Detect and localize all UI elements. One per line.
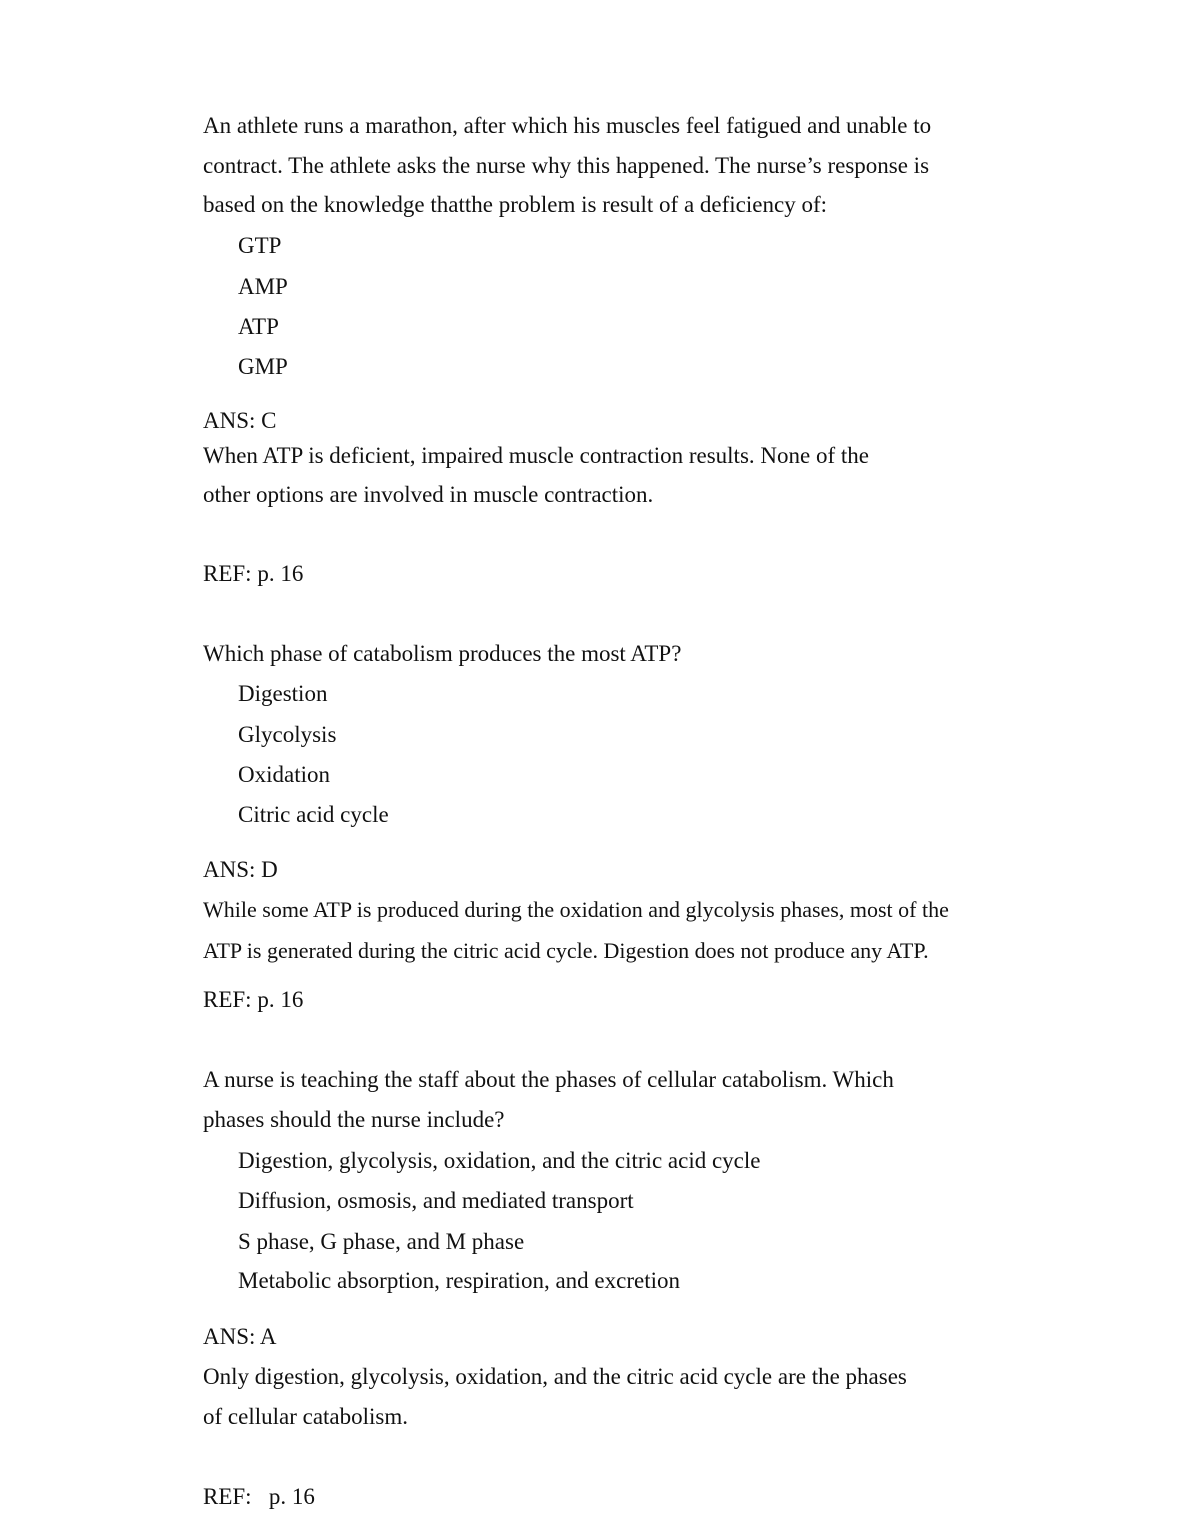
answer-option: AMP xyxy=(238,274,288,299)
answer-option: Glycolysis xyxy=(238,722,337,747)
answer-option: Digestion xyxy=(238,681,328,706)
question-stem-line: A nurse is teaching the staff about the phases of cellular catabolism. Which xyxy=(203,1067,894,1092)
answer-key: ANS: C xyxy=(203,408,277,433)
question-stem-line: phases should the nurse include? xyxy=(203,1107,505,1132)
answer-option: Oxidation xyxy=(238,762,330,787)
question-stem-line: Which phase of catabolism produces the most ATP? xyxy=(203,641,682,666)
rationale-line: Only digestion, glycolysis, oxidation, and the citric acid cycle are the phases xyxy=(203,1364,907,1389)
reference: REF: p. 16 xyxy=(203,1484,315,1509)
answer-key: ANS: D xyxy=(203,857,278,882)
question-stem-line: contract. The athlete asks the nurse why this happened. The nurse’s response is xyxy=(203,153,930,178)
reference: REF: p. 16 xyxy=(203,987,304,1012)
answer-option: GTP xyxy=(238,233,282,258)
question-stem-line: based on the knowledge thatthe problem is result of a deficiency of: xyxy=(203,192,827,217)
rationale-line: other options are involved in muscle contraction. xyxy=(203,482,654,507)
answer-option: Citric acid cycle xyxy=(238,802,389,827)
rationale-line: While some ATP is produced during the oxidation and glycolysis phases, most of the xyxy=(203,897,949,922)
question-stem-line: An athlete runs a marathon, after which his muscles feel fatigued and unable to xyxy=(203,113,932,138)
answer-option: GMP xyxy=(238,354,288,379)
reference: REF: p. 16 xyxy=(203,561,304,586)
answer-option: Diffusion, osmosis, and mediated transport xyxy=(238,1188,634,1213)
rationale-line: of cellular catabolism. xyxy=(203,1404,409,1429)
answer-option: Metabolic absorption, respiration, and excretion xyxy=(238,1268,680,1293)
answer-option: S phase, G phase, and M phase xyxy=(238,1229,525,1254)
rationale-line: When ATP is deficient, impaired muscle contraction results. None of the xyxy=(203,443,869,468)
answer-option: ATP xyxy=(238,314,279,339)
answer-key: ANS: A xyxy=(203,1324,277,1349)
rationale-line: ATP is generated during the citric acid cycle. Digestion does not produce any ATP. xyxy=(203,938,929,963)
answer-option: Digestion, glycolysis, oxidation, and the citric acid cycle xyxy=(238,1148,761,1173)
